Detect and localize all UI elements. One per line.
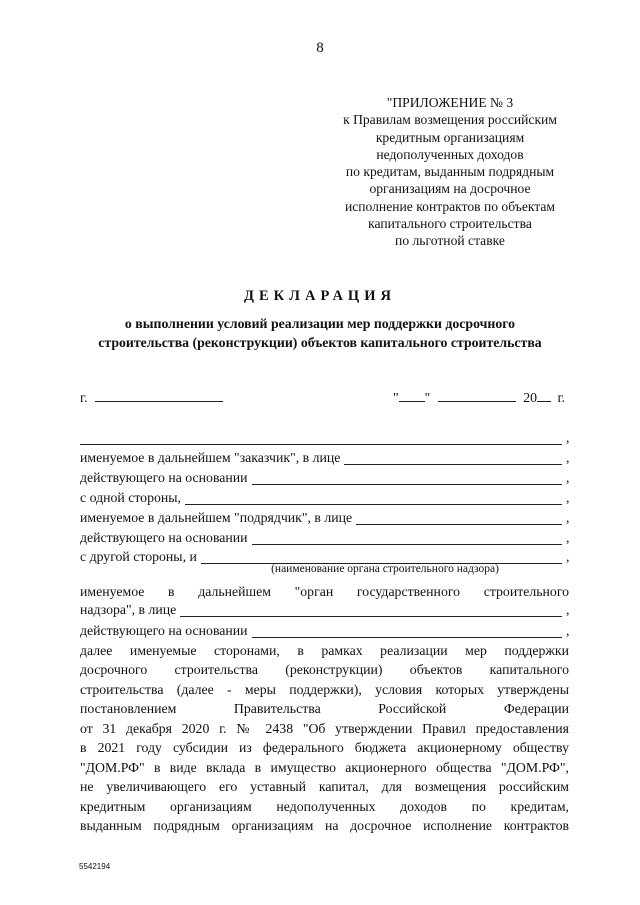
appendix-line: капитального строительства <box>368 216 532 232</box>
comma: , <box>566 510 570 525</box>
document-subtitle <box>60 314 580 352</box>
body-line: далее именуемые сторонами, в рамках реализации мер поддержки <box>80 643 569 658</box>
field-line <box>80 468 574 488</box>
field-blank[interactable] <box>344 451 562 465</box>
body-line: кредитным организациям недополученных доходов по кредитам, <box>80 799 569 814</box>
supervision-word: в <box>168 584 175 599</box>
body-line: досрочного строительства (реконструкции) объектов капитального <box>80 662 569 677</box>
place-field <box>80 389 223 406</box>
appendix-line: по кредитам, выданным подрядным <box>345 164 555 180</box>
supervision-line <box>80 582 569 602</box>
field-line <box>80 448 574 468</box>
year-suffix: г. <box>557 390 565 405</box>
appendix-header <box>316 94 584 250</box>
supervision-word: именуемое <box>80 584 145 599</box>
body-line: строительства (далее - меры поддержки), условия которых утверждены <box>80 682 569 697</box>
body-line: выданным подрядным организациям на досрочное исполнение контрактов <box>80 818 569 833</box>
comma: , <box>566 490 570 505</box>
field-line <box>80 600 574 620</box>
date-quote-close: " <box>424 390 431 405</box>
field-label: именуемое в дальнейшем "подрядчик", в лице <box>80 510 353 525</box>
appendix-line: кредитным организациям <box>375 129 525 145</box>
field-line <box>80 528 574 548</box>
appendix-line: "ПРИЛОЖЕНИЕ № 3 <box>386 95 514 110</box>
field-blank[interactable] <box>252 624 562 638</box>
day-blank[interactable] <box>399 389 425 402</box>
comma: , <box>566 549 570 564</box>
field-label: надзора", в лице <box>80 602 177 617</box>
field-line <box>80 428 574 448</box>
document-title: ДЕКЛАРАЦИЯ <box>244 288 396 304</box>
field-label: с одной стороны, <box>80 490 181 505</box>
field-label: действующего на основании <box>80 470 248 485</box>
supervision-word: дальнейшем <box>198 584 271 599</box>
field-blank[interactable] <box>356 511 562 525</box>
place-label: г. <box>80 390 88 405</box>
field-label: с другой стороны, и <box>80 549 197 564</box>
footer-code: 5542194 <box>79 862 111 871</box>
field-blank[interactable] <box>180 603 562 617</box>
field-label: действующего на основании <box>80 623 248 638</box>
appendix-line: к Правилам возмещения российским <box>343 112 557 128</box>
year-blank[interactable] <box>537 389 551 402</box>
supervision-caption: (наименование органа строительного надзора) <box>271 563 499 575</box>
place-date-row <box>80 386 574 406</box>
place-blank[interactable] <box>95 389 223 402</box>
date-field <box>393 389 565 406</box>
appendix-line: организациям на досрочное <box>369 181 531 197</box>
comma: , <box>566 470 570 485</box>
field-line <box>80 508 574 528</box>
body-line: постановлением Правительства Российской Федерации <box>80 701 569 716</box>
body-line: от 31 декабря 2020 г. № 2438 "Об утверждении Правил предоставления <box>80 721 569 736</box>
field-blank[interactable] <box>201 550 562 564</box>
page-number: 8 <box>316 40 324 56</box>
appendix-line: недополученных доходов <box>376 146 524 162</box>
field-line <box>80 621 574 641</box>
field-line <box>80 488 574 508</box>
appendix-line: исполнение контрактов по объектам <box>344 198 556 214</box>
body-line: "ДОМ.РФ" в виде вклада в имущество акционерного общества "ДОМ.РФ", <box>80 760 569 775</box>
field-blank[interactable] <box>80 431 562 445</box>
body-line: не увеличивающего его уставный капитал, для возмещения российским <box>80 779 569 794</box>
month-blank[interactable] <box>438 389 516 402</box>
comma: , <box>566 430 570 445</box>
field-blank[interactable] <box>252 531 562 545</box>
supervision-word: государственного <box>356 584 461 599</box>
year-prefix: 20 <box>523 390 537 405</box>
comma: , <box>566 602 570 617</box>
field-blank[interactable] <box>185 491 562 505</box>
comma: , <box>566 623 570 638</box>
body-line: в 2021 году субсидии из федерального бюджета акционерному обществу <box>80 740 569 755</box>
date-quote-open: " <box>393 390 399 405</box>
subtitle-line: о выполнении условий реализации мер поддержки досрочного <box>124 316 516 331</box>
subtitle-line: строительства (реконструкции) объектов капитального строительства <box>98 335 542 350</box>
supervision-word: строительного <box>483 584 570 599</box>
field-label: именуемое в дальнейшем "заказчик", в лице <box>80 450 341 465</box>
appendix-line: по льготной ставке <box>395 233 505 249</box>
field-blank[interactable] <box>252 471 562 485</box>
field-label: действующего на основании <box>80 530 248 545</box>
supervision-word: "орган <box>294 584 334 599</box>
comma: , <box>566 530 570 545</box>
comma: , <box>566 450 570 465</box>
